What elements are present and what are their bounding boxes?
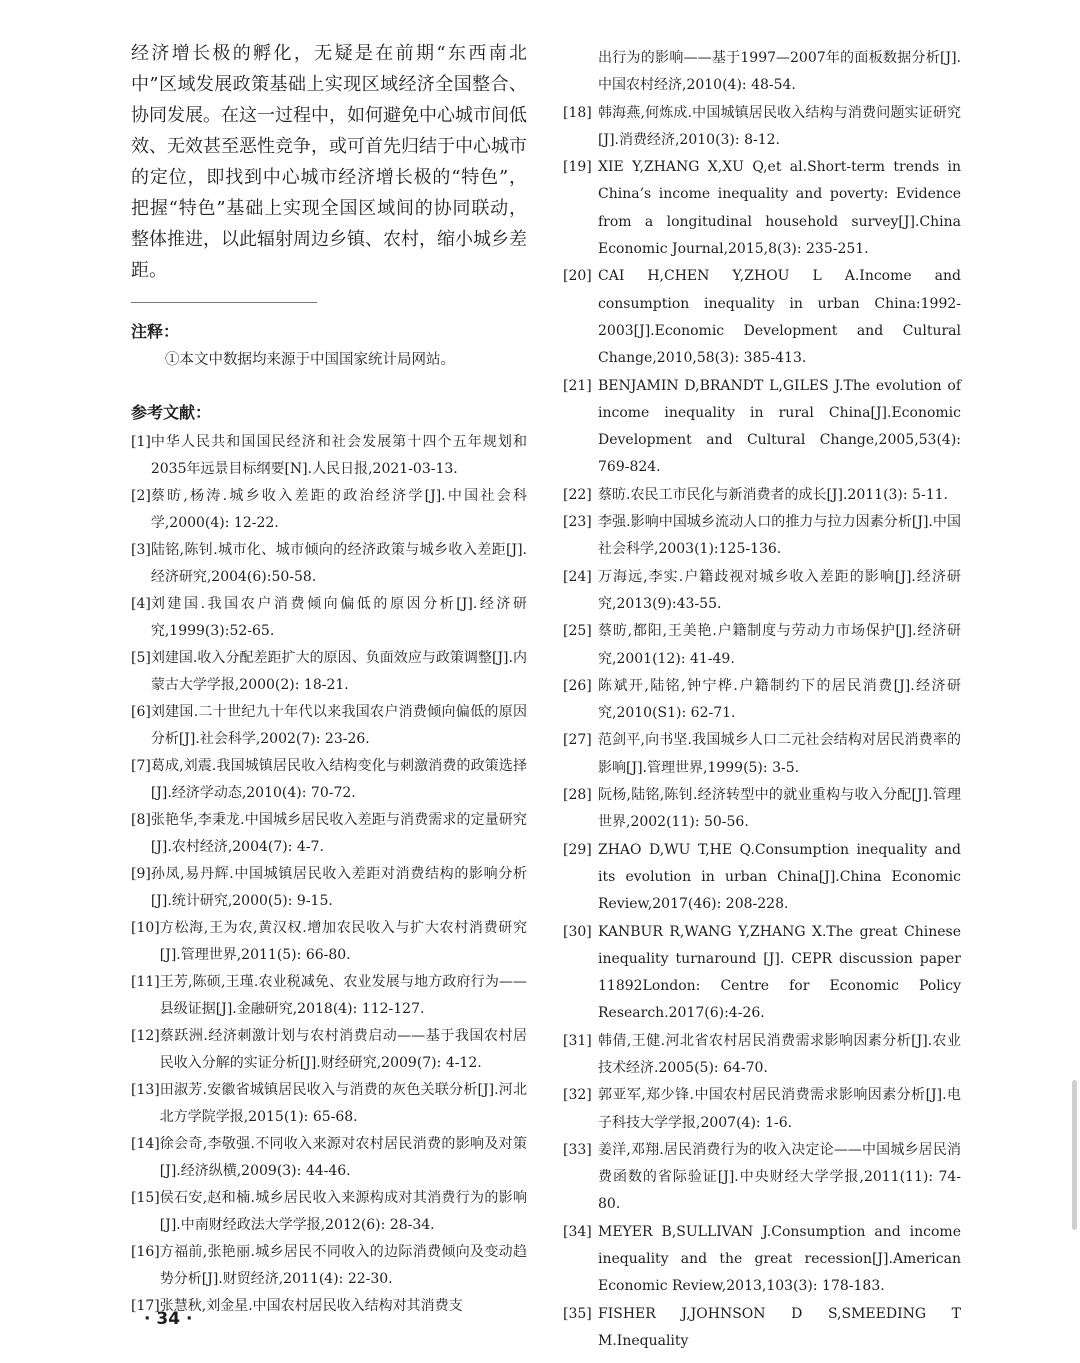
reference-item	[563, 509, 961, 564]
reference-number: [16]	[131, 1244, 160, 1260]
reference-item	[563, 727, 961, 782]
reference-number	[563, 45, 598, 100]
reference-number: [29]	[563, 841, 592, 858]
reference-item	[131, 1185, 527, 1239]
reference-number: [35]	[563, 1305, 592, 1322]
reference-number: [21]	[563, 377, 592, 394]
left-column	[131, 38, 527, 1320]
reference-text: 张慧秋,刘金星.中国农村居民收入结构对其消费支	[159, 1298, 463, 1314]
reference-item	[131, 807, 527, 861]
reference-text: 田淑芳.安徽省城镇居民收入与消费的灰色关联分析[J].河北北方学院学报,2015(1): 65-68.	[159, 1082, 527, 1125]
reference-text: 孙凤,易丹辉.中国城镇居民收入差距对消费结构的影响分析[J].统计研究,2000(5): 9-15.	[150, 866, 527, 909]
reference-text: 葛成,刘震.我国城镇居民收入结构变化与刺激消费的政策选择[J].经济学动态,2010(4): 70-72.	[150, 758, 527, 801]
reference-text: 韩倩,王健.河北省农村居民消费需求影响因素分析[J].农业技术经济.2005(5): 64-70.	[598, 1032, 961, 1076]
reference-number: [23]	[563, 514, 592, 531]
reference-text: 徐会奇,李敬强.不同收入来源对农村居民消费的影响及对策[J].经济纵横,2009(3): 44-46.	[159, 1136, 527, 1179]
reference-text: 张艳华,李秉龙.中国城乡居民收入差距与消费需求的定量研究[J].农村经济,2004(7): 4-7.	[150, 812, 527, 855]
reference-text: 方福前,张艳丽.城乡居民不同收入的边际消费倾向及变动趋势分析[J].财贸经济,2011(4): 22-30.	[159, 1244, 527, 1287]
reference-number: [32]	[563, 1087, 592, 1104]
note-item: ①本文中数据均来源于中国国家统计局网站。	[165, 352, 455, 368]
reference-number: [25]	[563, 623, 592, 640]
reference-number: [5]	[131, 650, 151, 666]
reference-number: [15]	[131, 1190, 160, 1206]
reference-text: XIE Y,ZHANG X,XU Q,et al.Short-term trends in China’s income inequality and poverty: Evidence from a longitudinal household survey[J].China Economic Journal,2015,8(3): 235-251.	[598, 159, 961, 258]
reference-number: [3]	[131, 542, 151, 558]
reference-number: [1]	[131, 434, 151, 450]
reference-item	[563, 1082, 961, 1137]
reference-text: CAI H,CHEN Y,ZHOU L A.Income and consumption inequality in urban China:1992-2003[J].Economic Development and Cultural Change,2010,58(3): 385-413.	[598, 268, 961, 367]
scrollbar[interactable]	[1072, 1080, 1077, 1230]
reference-text: 蔡昉,杨涛.城乡收入差距的政治经济学[J].中国社会科学,2000(4): 12-22.	[150, 488, 527, 531]
reference-item	[131, 915, 527, 969]
reference-item	[563, 1219, 961, 1301]
reference-number: [10]	[131, 920, 160, 936]
reference-number: [14]	[131, 1136, 160, 1152]
reference-text: 蔡昉.农民工市民化与新消费者的成长[J].2011(3): 5-11.	[598, 486, 948, 503]
reference-number: [8]	[131, 812, 151, 828]
reference-number: [4]	[131, 596, 151, 612]
reference-item	[563, 618, 961, 673]
reference-text: MEYER B,SULLIVAN J.Consumption and income inequality and the great recession[J].American Economic Review,2013,103(3): 178-183.	[598, 1223, 961, 1295]
reference-number: [28]	[563, 787, 592, 804]
reference-number: [12]	[131, 1028, 160, 1044]
reference-text: 陈斌开,陆铭,钟宁桦.户籍制约下的居民消费[J].经济研究,2010(S1): 62-71.	[598, 677, 961, 722]
reference-text: 蔡跃洲.经济刺激计划与农村消费启动——基于我国农村居民收入分解的实证分析[J].财经研究,2009(7): 4-12.	[159, 1028, 527, 1071]
reference-number: [26]	[563, 677, 592, 694]
reference-item	[563, 837, 961, 919]
reference-item	[563, 564, 961, 619]
reference-text: 阮杨,陆铭,陈钊.经济转型中的就业重构与收入分配[J].管理世界,2002(11): 50-56.	[598, 787, 961, 831]
reference-text: 刘建国.我国农户消费倾向偏低的原因分析[J].经济研究,1999(3):52-65.	[150, 596, 527, 639]
reference-number: [17]	[131, 1298, 160, 1314]
reference-item	[563, 1137, 961, 1219]
reference-text: 王芳,陈硕,王瑾.农业税减免、农业发展与地方政府行为——县级证据[J].金融研究,2018(4): 112-127.	[159, 974, 527, 1017]
reference-text: KANBUR R,WANG Y,ZHANG X.The great Chinese inequality turnaround [J]. CEPR discussion paper 11892London: Centre for Economic Policy Research.2017(6):4-26.	[598, 923, 961, 1022]
reference-number: [7]	[131, 758, 151, 774]
right-column	[563, 45, 961, 1355]
reference-item	[563, 673, 961, 728]
reference-item	[563, 45, 961, 100]
reference-text: 侯石安,赵和楠.城乡居民收入来源构成对其消费行为的影响[J].中南财经政法大学学报,2012(6): 28-34.	[159, 1190, 527, 1233]
reference-text: 范剑平,向书坚.我国城乡人口二元社会结构对居民消费率的影响[J].管理世界,1999(5): 3-5.	[598, 732, 961, 776]
reference-number: [34]	[563, 1223, 592, 1240]
reference-item	[563, 1301, 961, 1356]
reference-item	[131, 429, 527, 483]
reference-item	[131, 1131, 527, 1185]
reference-number: [6]	[131, 704, 151, 720]
reference-text: 姜洋,邓翔.居民消费行为的收入决定论——中国城乡居民消费函数的省际验证[J].中央财经大学学报,2011(11): 74-80.	[598, 1141, 961, 1213]
reference-item	[563, 782, 961, 837]
reference-item	[563, 100, 961, 155]
reference-number: [31]	[563, 1032, 592, 1049]
reference-number: [9]	[131, 866, 151, 882]
reference-number: [19]	[563, 159, 592, 176]
reference-number: [2]	[131, 488, 151, 504]
body-paragraph: 经济增长极的孵化，无疑是在前期“东西南北中”区域发展政策基础上实现区域经济全国整合、协同发展。在这一过程中，如何避免中心城市间低效、无效甚至恶性竞争，或可首先归结于中心城市的定位，即找到中心城市经济增长极的“特色”，把握“特色”基础上实现全国区域间的协同联动，整体推进，以此辐射周边乡镇、农村，缩小城乡差距。	[131, 43, 527, 281]
reference-text: ZHAO D,WU T,HE Q.Consumption inequality and its evolution in urban China[J].China Economic Review,2017(46): 208-228.	[598, 841, 961, 913]
notes-heading: 注释：	[131, 322, 180, 341]
reference-text: BENJAMIN D,BRANDT L,GILES J.The evolution of income inequality in rural China[J].Economic Development and Cultural Change,2005,53(4): 769-824.	[598, 377, 961, 476]
reference-number: [11]	[131, 974, 160, 990]
reference-number: [33]	[563, 1141, 592, 1158]
reference-text: 方松海,王为农,黄汉权.增加农民收入与扩大农村消费研究[J].管理世界,2011(5): 66-80.	[159, 920, 527, 963]
reference-item	[563, 1028, 961, 1083]
reference-item	[563, 263, 961, 372]
reference-item	[563, 154, 961, 263]
reference-item	[131, 861, 527, 915]
reference-item	[131, 969, 527, 1023]
reference-item	[131, 753, 527, 807]
reference-text: 刘建国.二十世纪九十年代以来我国农户消费倾向偏低的原因分析[J].社会科学,2002(7): 23-26.	[150, 704, 527, 747]
reference-item	[131, 1239, 527, 1293]
reference-text: 郭亚军,郑少锋.中国农村居民消费需求影响因素分析[J].电子科技大学学报,2007(4): 1-6.	[598, 1087, 961, 1131]
reference-number: [27]	[563, 732, 592, 749]
references-list-left	[131, 429, 527, 1320]
reference-item	[131, 645, 527, 699]
references-heading: 参考文献：	[131, 403, 212, 422]
reference-text: FISHER J,JOHNSON D S,SMEEDING T M.Inequality	[598, 1305, 961, 1349]
reference-number: [24]	[563, 568, 592, 585]
reference-text: 李强.影响中国城乡流动人口的推力与拉力因素分析[J].中国社会科学,2003(1):125-136.	[598, 514, 961, 558]
reference-number: [22]	[563, 486, 592, 503]
reference-text: 韩海燕,何炼成.中国城镇居民收入结构与消费问题实证研究[J].消费经济,2010(3): 8-12.	[598, 104, 961, 148]
references-list-right	[563, 45, 961, 1355]
reference-text: 出行为的影响——基于1997—2007年的面板数据分析[J].中国农村经济,2010(4): 48-54.	[598, 50, 961, 94]
reference-item	[131, 537, 527, 591]
reference-number: [13]	[131, 1082, 160, 1098]
reference-text: 陆铭,陈钊.城市化、城市倾向的经济政策与城乡收入差距[J].经济研究,2004(6):50-58.	[150, 542, 527, 585]
reference-item	[131, 1077, 527, 1131]
reference-number: [18]	[563, 104, 592, 121]
reference-text: 万海远,李实.户籍歧视对城乡收入差距的影响[J].经济研究,2013(9):43-55.	[598, 568, 961, 612]
reference-item	[131, 591, 527, 645]
reference-item	[131, 483, 527, 537]
notes-divider	[131, 302, 317, 303]
reference-number: [30]	[563, 923, 592, 940]
reference-text: 蔡昉,都阳,王美艳.户籍制度与劳动力市场保护[J].经济研究,2001(12): 41-49.	[598, 623, 961, 667]
reference-item	[131, 1023, 527, 1077]
reference-text: 中华人民共和国国民经济和社会发展第十四个五年规划和2035年远景目标纲要[N].人民日报,2021-03-13.	[150, 434, 527, 477]
reference-text: 刘建国.收入分配差距扩大的原因、负面效应与政策调整[J].内蒙古大学学报,2000(2): 18-21.	[150, 650, 527, 693]
page-number: · 34 ·	[144, 1309, 193, 1329]
reference-item	[563, 919, 961, 1028]
reference-number: [20]	[563, 268, 592, 285]
reference-item	[131, 699, 527, 753]
reference-item	[563, 482, 961, 509]
reference-item	[563, 373, 961, 482]
